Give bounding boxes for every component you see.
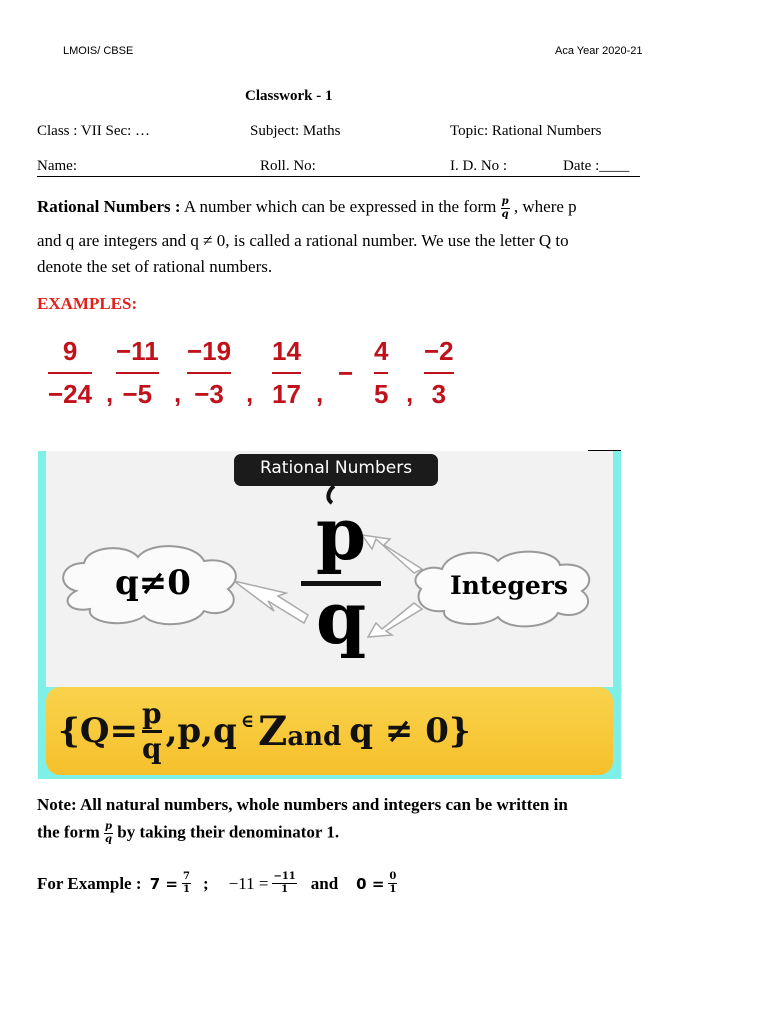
- minus-sign: −: [338, 358, 354, 388]
- for-example-line: [37, 872, 397, 895]
- left-cloud-text: q≠0: [115, 563, 191, 603]
- separator: ;: [202, 873, 209, 893]
- fraction-p-over-q: [501, 197, 510, 220]
- comma: ,: [406, 378, 414, 408]
- graphic-denominator: q: [315, 575, 367, 660]
- page-title: Classwork - 1: [245, 88, 333, 104]
- element-of-symbol: ∈: [240, 710, 255, 732]
- fraction-p-over-q: [104, 822, 113, 845]
- formula-banner: [46, 687, 613, 775]
- comma: ,: [174, 378, 182, 408]
- example-denominator: 3: [431, 379, 447, 409]
- fraction-denominator: 1: [183, 884, 190, 895]
- formula-part: {Q=: [58, 711, 138, 751]
- equation-fraction: [388, 872, 397, 895]
- fraction-denominator: q: [501, 208, 509, 220]
- fraction-numerator: −11: [273, 871, 296, 882]
- graphic-panel: [46, 451, 613, 687]
- note-text: the form: [37, 822, 105, 842]
- fraction-denominator: 1: [281, 884, 289, 895]
- example-denominator: −3: [194, 379, 224, 409]
- class-field: Class : VII Sec: …: [37, 123, 151, 139]
- definition-line-3: denote the set of rational numbers.: [37, 257, 273, 276]
- equation-lhs: 0 =: [356, 874, 385, 893]
- definition-line-1: [37, 192, 737, 222]
- example-numerator: −19: [187, 336, 232, 366]
- id-field: I. D. No :: [450, 158, 508, 174]
- definition-text: A number which can be expressed in the form: [180, 197, 501, 216]
- formula-denominator: q: [141, 731, 162, 765]
- formula-part: and: [287, 722, 342, 752]
- comma: ,: [246, 378, 254, 408]
- example-numerator: −11: [116, 336, 159, 366]
- comma: ,: [316, 378, 324, 408]
- rational-numbers-graphic: [38, 451, 621, 779]
- fraction-denominator: 1: [389, 884, 397, 895]
- example-fraction: [187, 336, 231, 409]
- definition-term: Rational Numbers :: [37, 197, 181, 216]
- fraction-numerator: p: [501, 195, 509, 207]
- example-fraction: [424, 336, 454, 409]
- definition-line-2: and q are integers and q ≠ 0, is called a rational number. We use the letter Q to: [37, 231, 569, 250]
- example-fraction: [374, 336, 388, 409]
- for-example-label: For Example :: [37, 873, 146, 893]
- example-denominator: −5: [122, 379, 153, 409]
- example-numerator: 9: [62, 336, 78, 366]
- underline: [37, 176, 640, 177]
- header-right: Aca Year 2020-21: [555, 45, 643, 57]
- examples-heading: EXAMPLES:: [37, 294, 138, 313]
- formula-fraction: [141, 696, 162, 765]
- date-field: Date :____: [563, 158, 630, 174]
- formula-part: ,p,q: [165, 711, 237, 751]
- note-line-1: Note: All natural numbers, whole numbers and integers can be written in: [37, 795, 568, 814]
- example-denominator: 17: [272, 379, 301, 409]
- fraction-denominator: q: [105, 834, 113, 845]
- subject-field: Subject: Maths: [250, 123, 341, 139]
- example-denominator: −24: [48, 379, 93, 409]
- equation-fraction: [272, 872, 296, 895]
- example-numerator: 14: [272, 336, 301, 366]
- fraction-numerator: 7: [183, 871, 190, 882]
- graphic-numerator: p: [315, 491, 367, 576]
- formula-part: Z: [258, 707, 288, 755]
- equation-lhs: −11 =: [228, 873, 269, 893]
- example-fraction: [116, 336, 159, 409]
- right-cloud-text: Integers: [450, 571, 568, 600]
- note-text: by taking their denominator 1.: [113, 822, 340, 842]
- graphic-label: Rational Numbers: [259, 458, 413, 478]
- example-numerator: 4: [374, 336, 389, 366]
- header-left: LMOIS/ CBSE: [63, 45, 134, 57]
- formula-numerator: p: [141, 696, 162, 730]
- comma: ,: [106, 378, 114, 408]
- equation-fraction: [182, 872, 191, 895]
- name-field: Name:: [37, 158, 77, 174]
- separator: and: [310, 873, 339, 893]
- example-denominator: 5: [374, 379, 389, 409]
- formula-part: q ≠ 0}: [349, 711, 471, 751]
- equation-lhs: 7 =: [149, 874, 178, 893]
- set-formula: [46, 687, 613, 775]
- note-line-2: [37, 822, 339, 845]
- example-fraction: [48, 336, 92, 409]
- fraction-numerator: p: [105, 821, 113, 832]
- definition-text: , where p: [509, 197, 577, 216]
- example-fraction: [272, 336, 301, 409]
- fraction-numerator: 0: [389, 871, 397, 882]
- example-numerator: −2: [424, 336, 454, 366]
- topic-field: Topic: Rational Numbers: [450, 123, 602, 139]
- roll-field: Roll. No:: [260, 158, 316, 174]
